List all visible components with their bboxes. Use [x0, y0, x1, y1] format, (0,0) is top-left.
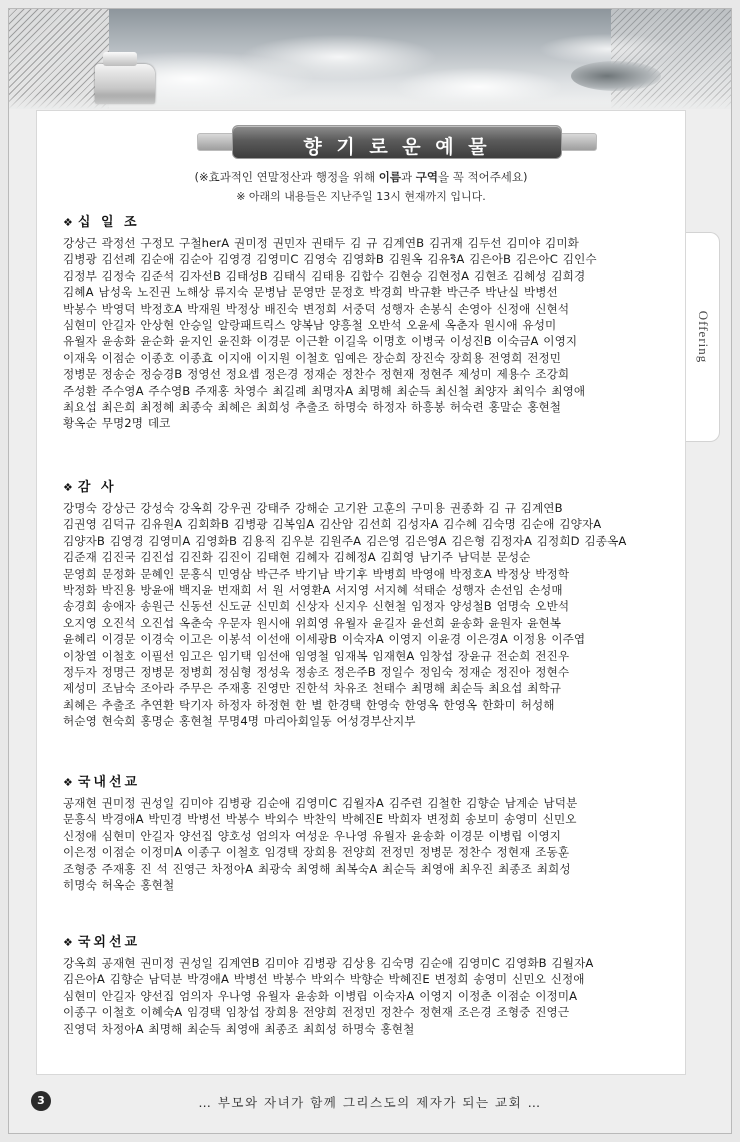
section-thanks-names: [63, 500, 663, 730]
section-tithe-names: [63, 235, 663, 432]
name-line: 이은정 이점순 이정미A 이종구 이철호 임경택 장희용 전양희 전정민 정병문 정찬수 정현재 조동훈: [63, 845, 570, 860]
footer-tagline: … 부모와 자녀가 함께 그리스도의 제자가 되는 교회 …: [198, 1095, 542, 1110]
section-domestic-names: [63, 795, 663, 893]
name-line: 송경희 송애자 송원근 신동선 신도균 신민희 신상자 신지우 신현철 임정자 양성철B 엄명숙 오반석: [63, 599, 570, 614]
name-line: 진영덕 차정아A 최명해 최순득 최영애 최종조 최희성 하명숙 홍현철: [63, 1021, 415, 1036]
name-line: 윤혜리 이경문 이경숙 이고은 이봉석 이선애 이세광B 이숙자A 이영지 이윤경 이은경A 이정용 이주엽: [63, 632, 586, 647]
name-line: 공재현 권미정 권성일 김미야 김병광 김순애 김영미C 김월자A 김주련 김철한 김향순 남계순 남덕분: [63, 796, 578, 810]
page-title-plate: [232, 125, 562, 159]
name-line: 문흥식 박경애A 박민경 박병선 박봉수 박외수 박찬익 박혜진E 박희자 변정희 송보미 송영미 신민오: [63, 812, 577, 827]
name-line: 박정화 박진용 방윤애 백지윤 번재희 서 원 서영환A 서지영 서지혜 석태순 성행자 손선임 손성매: [63, 583, 563, 598]
name-line: 최요섭 최은희 최정혜 최종숙 최혜은 최희성 추출조 하명숙 하정자 하흥봉 허숙련 홍말순 홍현철: [63, 400, 562, 415]
name-line: 제성미 조남숙 조아라 주무은 주재홍 진영만 진한석 차유조 천태수 최명해 최순득 최요섭 최학규: [63, 681, 562, 696]
name-line: 히명숙 허옥순 홍현철: [63, 878, 175, 893]
banner-fade: [9, 95, 731, 109]
section-domestic-mission: [63, 771, 663, 893]
name-line: 김준재 김진국 김진섭 김진화 김진이 김태현 김혜자 김혜정A 김희영 남기주 남덕분 문성순: [63, 550, 531, 565]
section-domestic-title: [63, 771, 663, 790]
note-line-1: [37, 169, 685, 185]
side-tab-label: Offering: [695, 310, 711, 364]
name-line: 김양자B 김영경 김영미A 김영화B 김용직 김우분 김원주A 김은영 김은영A 김은형 김정자A 김정희D 김종옥A: [63, 533, 627, 548]
name-line: 강상근 곽정선 구정모 구철herA 권미정 권민자 권태두 김 규 김계연B 김귀재 김두선 김미야 김미화: [63, 236, 579, 250]
name-line: 정병문 정송순 정승경B 정영선 정요셉 정은경 정재순 정찬수 정현재 정현주 제성미 제용수 조강희: [63, 367, 570, 382]
name-line: 신정애 심현미 안길자 양선집 양호성 엄의자 여성운 우나영 유월자 윤송화 이경문 이병립 이영지: [63, 828, 562, 843]
section-tithe-title: [63, 211, 663, 230]
name-line: 김병광 김선례 김순애 김순아 김영경 김영미C 김영숙 김영화B 김원옥 김유ริA 김은아B 김은아C 김인수: [63, 252, 597, 267]
name-line: 박봉수 박영덕 박정호A 박재원 박정상 배진숙 변정희 서중덕 성행자 손봉식 손영아 신정애 신현석: [63, 301, 570, 316]
diamond-bullet-icon: ❖: [63, 216, 76, 229]
note-prefix: (※효과적인 연말정산과 행정을 위해: [194, 170, 379, 184]
section-thanks-title-text: 감 사: [77, 480, 117, 495]
section-overseas-title-text: 국외선교: [77, 935, 141, 950]
diamond-bullet-icon: ❖: [63, 776, 76, 789]
title-plate-wing-right: [557, 133, 597, 151]
name-line: 심현미 안길자 양선집 엄의자 우나영 유월자 윤송화 이병립 이숙자A 이영지 이정춘 이점순 이정미A: [63, 988, 578, 1003]
name-line: 유월자 윤송화 윤순화 윤지인 윤진화 이경문 이근환 이길욱 이명호 이병국 이성진B 이숙금A 이영지: [63, 334, 578, 349]
diamond-bullet-icon: ❖: [63, 481, 76, 494]
note-mid: 과: [400, 170, 416, 184]
header-banner-image: [9, 9, 731, 109]
name-line: 오지영 오진석 오진섭 옥춘숙 우문자 원시애 위희영 유월자 윤길자 윤선희 윤송화 윤원자 윤현복: [63, 615, 562, 630]
section-tithe-title-text: 십 일 조: [77, 215, 140, 230]
section-overseas-title: [63, 931, 663, 950]
diamond-bullet-icon: ❖: [63, 936, 76, 949]
name-line: 김권영 김덕규 김유원A 김회화B 김병광 김복임A 김산암 김선희 김성자A 김수혜 김숙명 김순애 김양자A: [63, 517, 602, 532]
name-line: 강옥희 공재현 권미정 권성일 김계연B 김미야 김병광 김상용 김숙명 김순애 김영미C 김영화B 김월자A: [63, 956, 594, 970]
name-line: 강명숙 강상근 강성숙 강옥희 강우권 강태주 강해순 고기완 고훈의 구미용 권종화 김 규 김계연B: [63, 501, 563, 515]
name-line: 조형중 주재홍 진 석 진영근 차정아A 최광숙 최영해 최복숙A 최순득 최영애 최우진 최종조 최희성: [63, 861, 571, 876]
section-side-tab: [686, 232, 720, 442]
name-line: 이재욱 이점순 이종호 이종효 이지애 이지원 이철호 임예은 장순희 장진숙 장희용 전영희 전정민: [63, 350, 562, 365]
note-line-2: ※ 아래의 내용들은 지난주일 13시 현재까지 입니다.: [236, 190, 486, 203]
section-overseas-mission: [63, 931, 663, 1037]
cloud-illustration: [571, 61, 661, 91]
section-overseas-names: [63, 955, 663, 1037]
name-line: 김은아A 김향순 남덕분 박경애A 박병선 박봉수 박외수 박향순 박혜진E 변정희 송영미 신민오 신정애: [63, 972, 585, 987]
name-line: 문영희 문정화 문혜인 문홍식 민영삼 박근주 박기남 박기후 박병희 박영애 박정호A 박정상 박정학: [63, 566, 570, 581]
section-tithe: [63, 211, 663, 432]
note-bold-district: 구역: [415, 170, 438, 184]
name-line: 김정부 김정숙 김준석 김자선B 김태성B 김태식 김태용 김합수 김현승 김현정A 김현조 김혜성 김희경: [63, 268, 586, 283]
name-line: 최혜은 추출조 추연환 탁기자 하정자 하정현 한 별 한경택 한영숙 한영옥 한영옥 한화미 허성해: [63, 697, 555, 712]
content-card: [36, 110, 686, 1075]
name-line: 정두자 정명근 정병문 정병희 정심형 정성욱 정송조 정은주B 정일수 정임숙 정재순 정진아 정현수: [63, 665, 570, 680]
hatch-pattern-right-icon: [611, 9, 731, 109]
name-line: 황옥순 무명2명 데코: [63, 416, 171, 431]
name-line: 주성환 주수영A 주수영B 주재홍 차영수 최길례 최명자A 최명해 최순득 최신철 최양자 최익수 최영애: [63, 383, 586, 398]
section-thanks: [63, 476, 663, 730]
section-domestic-title-text: 국내선교: [77, 775, 141, 790]
name-line: 김혜A 남성욱 노진권 노해상 류지숙 문병남 문영만 문정호 박경희 박규환 박근주 박난실 박병선: [63, 285, 558, 300]
note-bold-name: 이름: [378, 170, 401, 184]
name-line: 이창열 이철호 이필선 임고은 임기택 임선애 임영철 임재복 임재현A 임창섭 장윤규 전순희 전진우: [63, 648, 570, 663]
page-title: 향 기 로 운 예 물: [303, 136, 491, 158]
page-number-badge: 3: [31, 1091, 51, 1111]
page-footer: [9, 1083, 731, 1133]
name-line: 허순영 현숙희 홍명순 홍현철 무명4명 마리아회일동 어성경부산지부: [63, 714, 416, 729]
title-plate-wing-left: [197, 133, 237, 151]
section-thanks-title: [63, 476, 663, 495]
name-line: 이종구 이철호 이혜숙A 임경택 임창섭 장희용 전양희 전정민 정찬수 정현재 조은경 조형중 진영근: [63, 1005, 570, 1020]
hatch-pattern-left-icon: [9, 9, 109, 109]
note-suffix: 을 꼭 적어주세요): [437, 170, 528, 184]
name-line: 심현미 안길자 안상현 안승일 알랑패트릭스 양복남 양흥철 오반석 오윤세 옥춘자 원시애 유성미: [63, 318, 557, 333]
